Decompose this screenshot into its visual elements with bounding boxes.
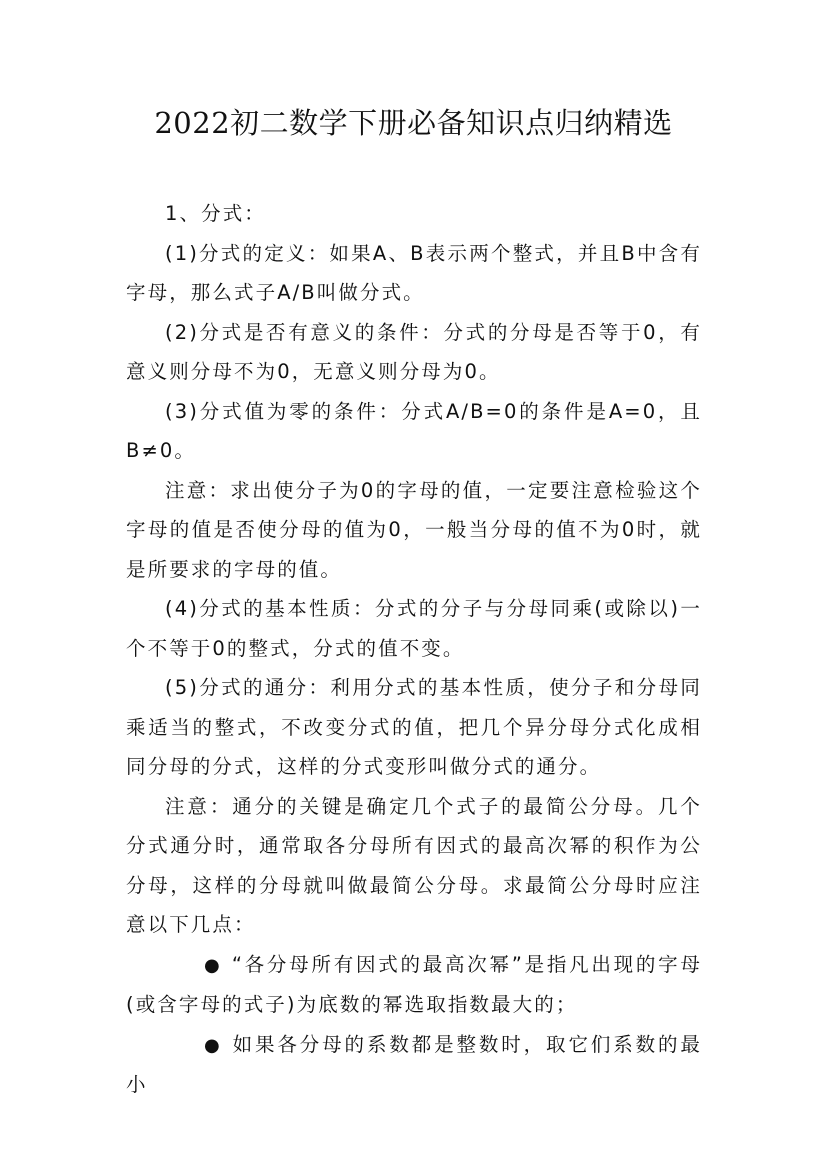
document-body: [126, 194, 702, 1105]
section-heading: 1、分式：: [165, 202, 266, 225]
bullet-text: “各分母所有因式的最高次幂”是指凡出现的字母(或含字母的式子)为底数的幂选取指数最大的；: [126, 952, 702, 1016]
page-title: 2022初二数学下册必备知识点归纳精选: [154, 106, 673, 140]
paragraph: (1)分式的定义：如果A、B表示两个整式，并且B中含有字母，那么式子A/B叫做分式。: [126, 241, 702, 304]
bullet-item: [126, 945, 702, 1025]
bullet-icon: ●: [204, 1034, 222, 1056]
paragraph: (3)分式值为零的条件：分式A/B=0的条件是A=0，且B≠0。: [126, 399, 702, 462]
bullet-text: 如果各分母的系数都是整数时，取它们系数的最小: [126, 1032, 702, 1096]
paragraph: 注意：通分的关键是确定几个式子的最简公分母。几个分式通分时，通常取各分母所有因式的最高次幂的积作为公分母，这样的分母就叫做最简公分母。求最简公分母时应注意以下几点：: [126, 794, 702, 936]
paragraph: (5)分式的通分：利用分式的基本性质，使分子和分母同乘适当的整式，不改变分式的值，把几个异分母分式化成相同分母的分式，这样的分式变形叫做分式的通分。: [126, 676, 702, 778]
paragraph: 注意：求出使分子为0的字母的值，一定要注意检验这个字母的值是否使分母的值为0，一般当分母的值不为0时，就是所要求的字母的值。: [126, 478, 702, 581]
bullet-icon: ●: [204, 954, 222, 976]
paragraph: (2)分式是否有意义的条件：分式的分母是否等于0，有意义则分母不为0，无意义则分母为0。: [126, 320, 702, 383]
paragraph: (4)分式的基本性质：分式的分子与分母同乘(或除以)一个不等于0的整式，分式的值不变。: [126, 597, 702, 660]
bullet-item: [126, 1025, 702, 1105]
